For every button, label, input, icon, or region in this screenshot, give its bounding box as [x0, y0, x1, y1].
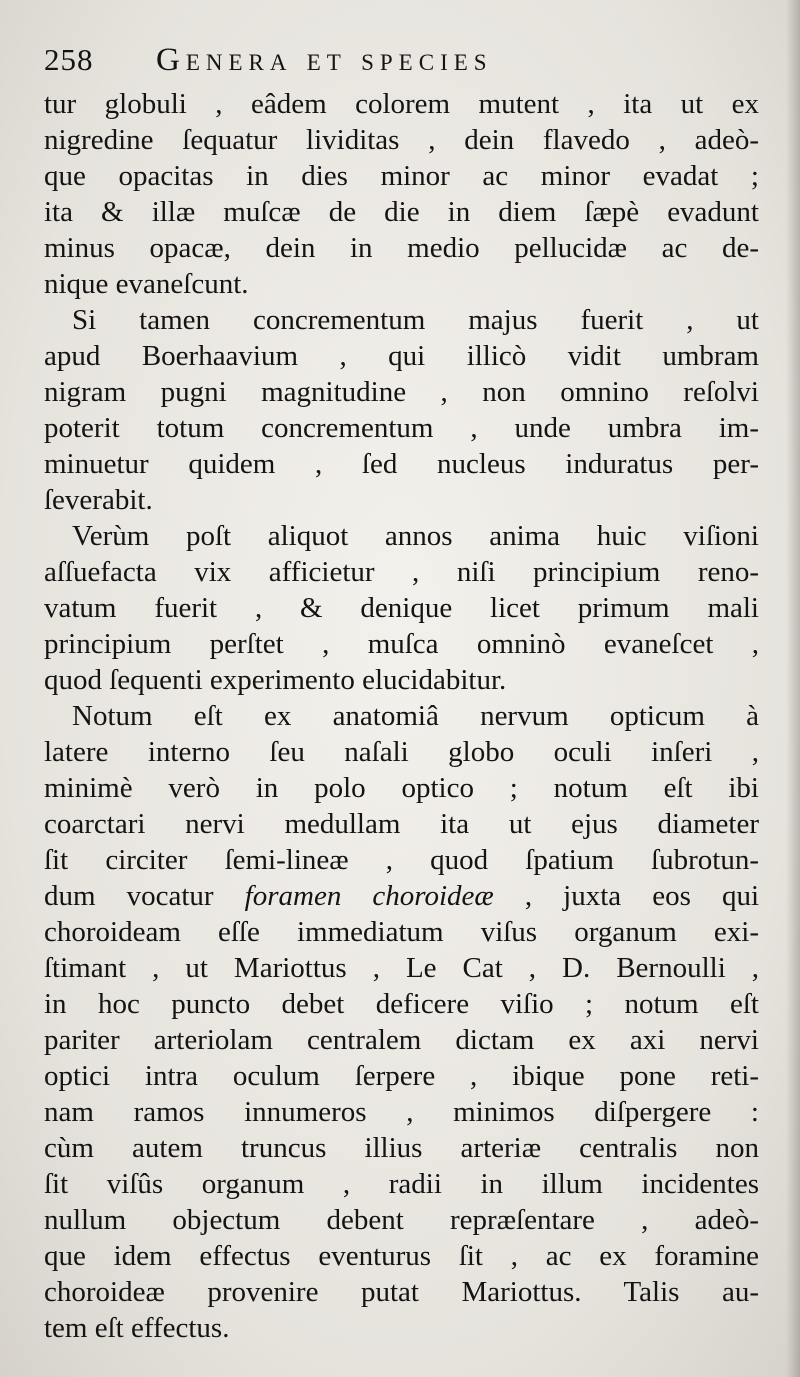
text-body [44, 86, 759, 1346]
text-line: cùm autem truncus illius arteriæ centralis non [44, 1132, 759, 1164]
page-header [44, 38, 764, 88]
paragraph-start-line: Notum eſt ex anatomiâ nervum opticum à [72, 700, 759, 732]
text-line: nigredine ſequatur lividitas , dein flavedo , adeò- [44, 124, 759, 156]
text-line: ſit viſûs organum , radii in illum incidentes [44, 1168, 759, 1200]
text-line: principium perſtet , muſca omninò evaneſcet , [44, 628, 759, 660]
text-line: aſſuefacta vix afficietur , niſi principium reno- [44, 556, 759, 588]
text-line: ſeverabit. [44, 484, 153, 516]
text-line-with-italic [44, 878, 759, 914]
text-line: nique evaneſcunt. [44, 268, 249, 300]
page-number: 258 [44, 42, 94, 77]
text-line: coarctari nervi medullam ita ut ejus diameter [44, 808, 759, 840]
text-line: vatum fuerit , & denique licet primum mali [44, 592, 759, 624]
text-line: nam ramos innumeros , minimos diſpergere : [44, 1096, 759, 1128]
text-line: ſtimant , ut Mariottus , Le Cat , D. Bernoulli , [44, 952, 759, 984]
text-line: choroideæ provenire putat Mariottus. Talis au- [44, 1276, 759, 1308]
text-line: minus opacæ, dein in medio pellucidæ ac de- [44, 232, 759, 264]
paragraph-start-line: Si tamen concrementum majus fuerit , ut [72, 304, 759, 336]
text-line: tur globuli , eâdem colorem mutent , ita ut ex [44, 88, 759, 120]
text-line: ita & illæ muſcæ de die in diem ſæpè evadunt [44, 196, 759, 228]
text-line: nigram pugni magnitudine , non omnino reſolvi [44, 376, 759, 408]
text-line: poterit totum concrementum , unde umbra im- [44, 412, 759, 444]
text-line: que idem effectus eventurus ſit , ac ex foramine [44, 1240, 759, 1272]
text-line: apud Boerhaavium , qui illicò vidit umbram [44, 340, 759, 372]
running-title: Genera et species [156, 42, 493, 78]
text-line: latere interno ſeu naſali globo oculi inſeri , [44, 736, 759, 768]
text-line: nullum objectum debent repræſentare , adeò- [44, 1204, 759, 1236]
text-line: choroideam eſſe immediatum viſus organum exi- [44, 916, 759, 948]
text-line: pariter arteriolam centralem dictam ex axi nervi [44, 1024, 759, 1056]
text-line: que opacitas in dies minor ac minor evadat ; [44, 160, 759, 192]
text-line: optici intra oculum ſerpere , ibique pone reti- [44, 1060, 759, 1092]
text-line: ſit circiter ſemi-lineæ , quod ſpatium ſubrotun- [44, 844, 759, 876]
page-edge-shadow [786, 0, 800, 1377]
text-line: minuetur quidem , ſed nucleus induratus per- [44, 448, 759, 480]
paragraph-start-line: Verùm poſt aliquot annos anima huic viſioni [72, 520, 759, 552]
line-segment: , juxta eos qui [493, 880, 759, 912]
text-line: tem eſt effectus. [44, 1312, 230, 1344]
text-line: minimè verò in polo optico ; notum eſt ibi [44, 772, 759, 804]
text-line: in hoc puncto debet deficere viſio ; notum eſt [44, 988, 759, 1020]
line-segment: dum vocatur [44, 880, 245, 912]
italic-term: foramen choroideæ [244, 880, 494, 912]
text-line: quod ſequenti experimento elucidabitur. [44, 664, 507, 696]
